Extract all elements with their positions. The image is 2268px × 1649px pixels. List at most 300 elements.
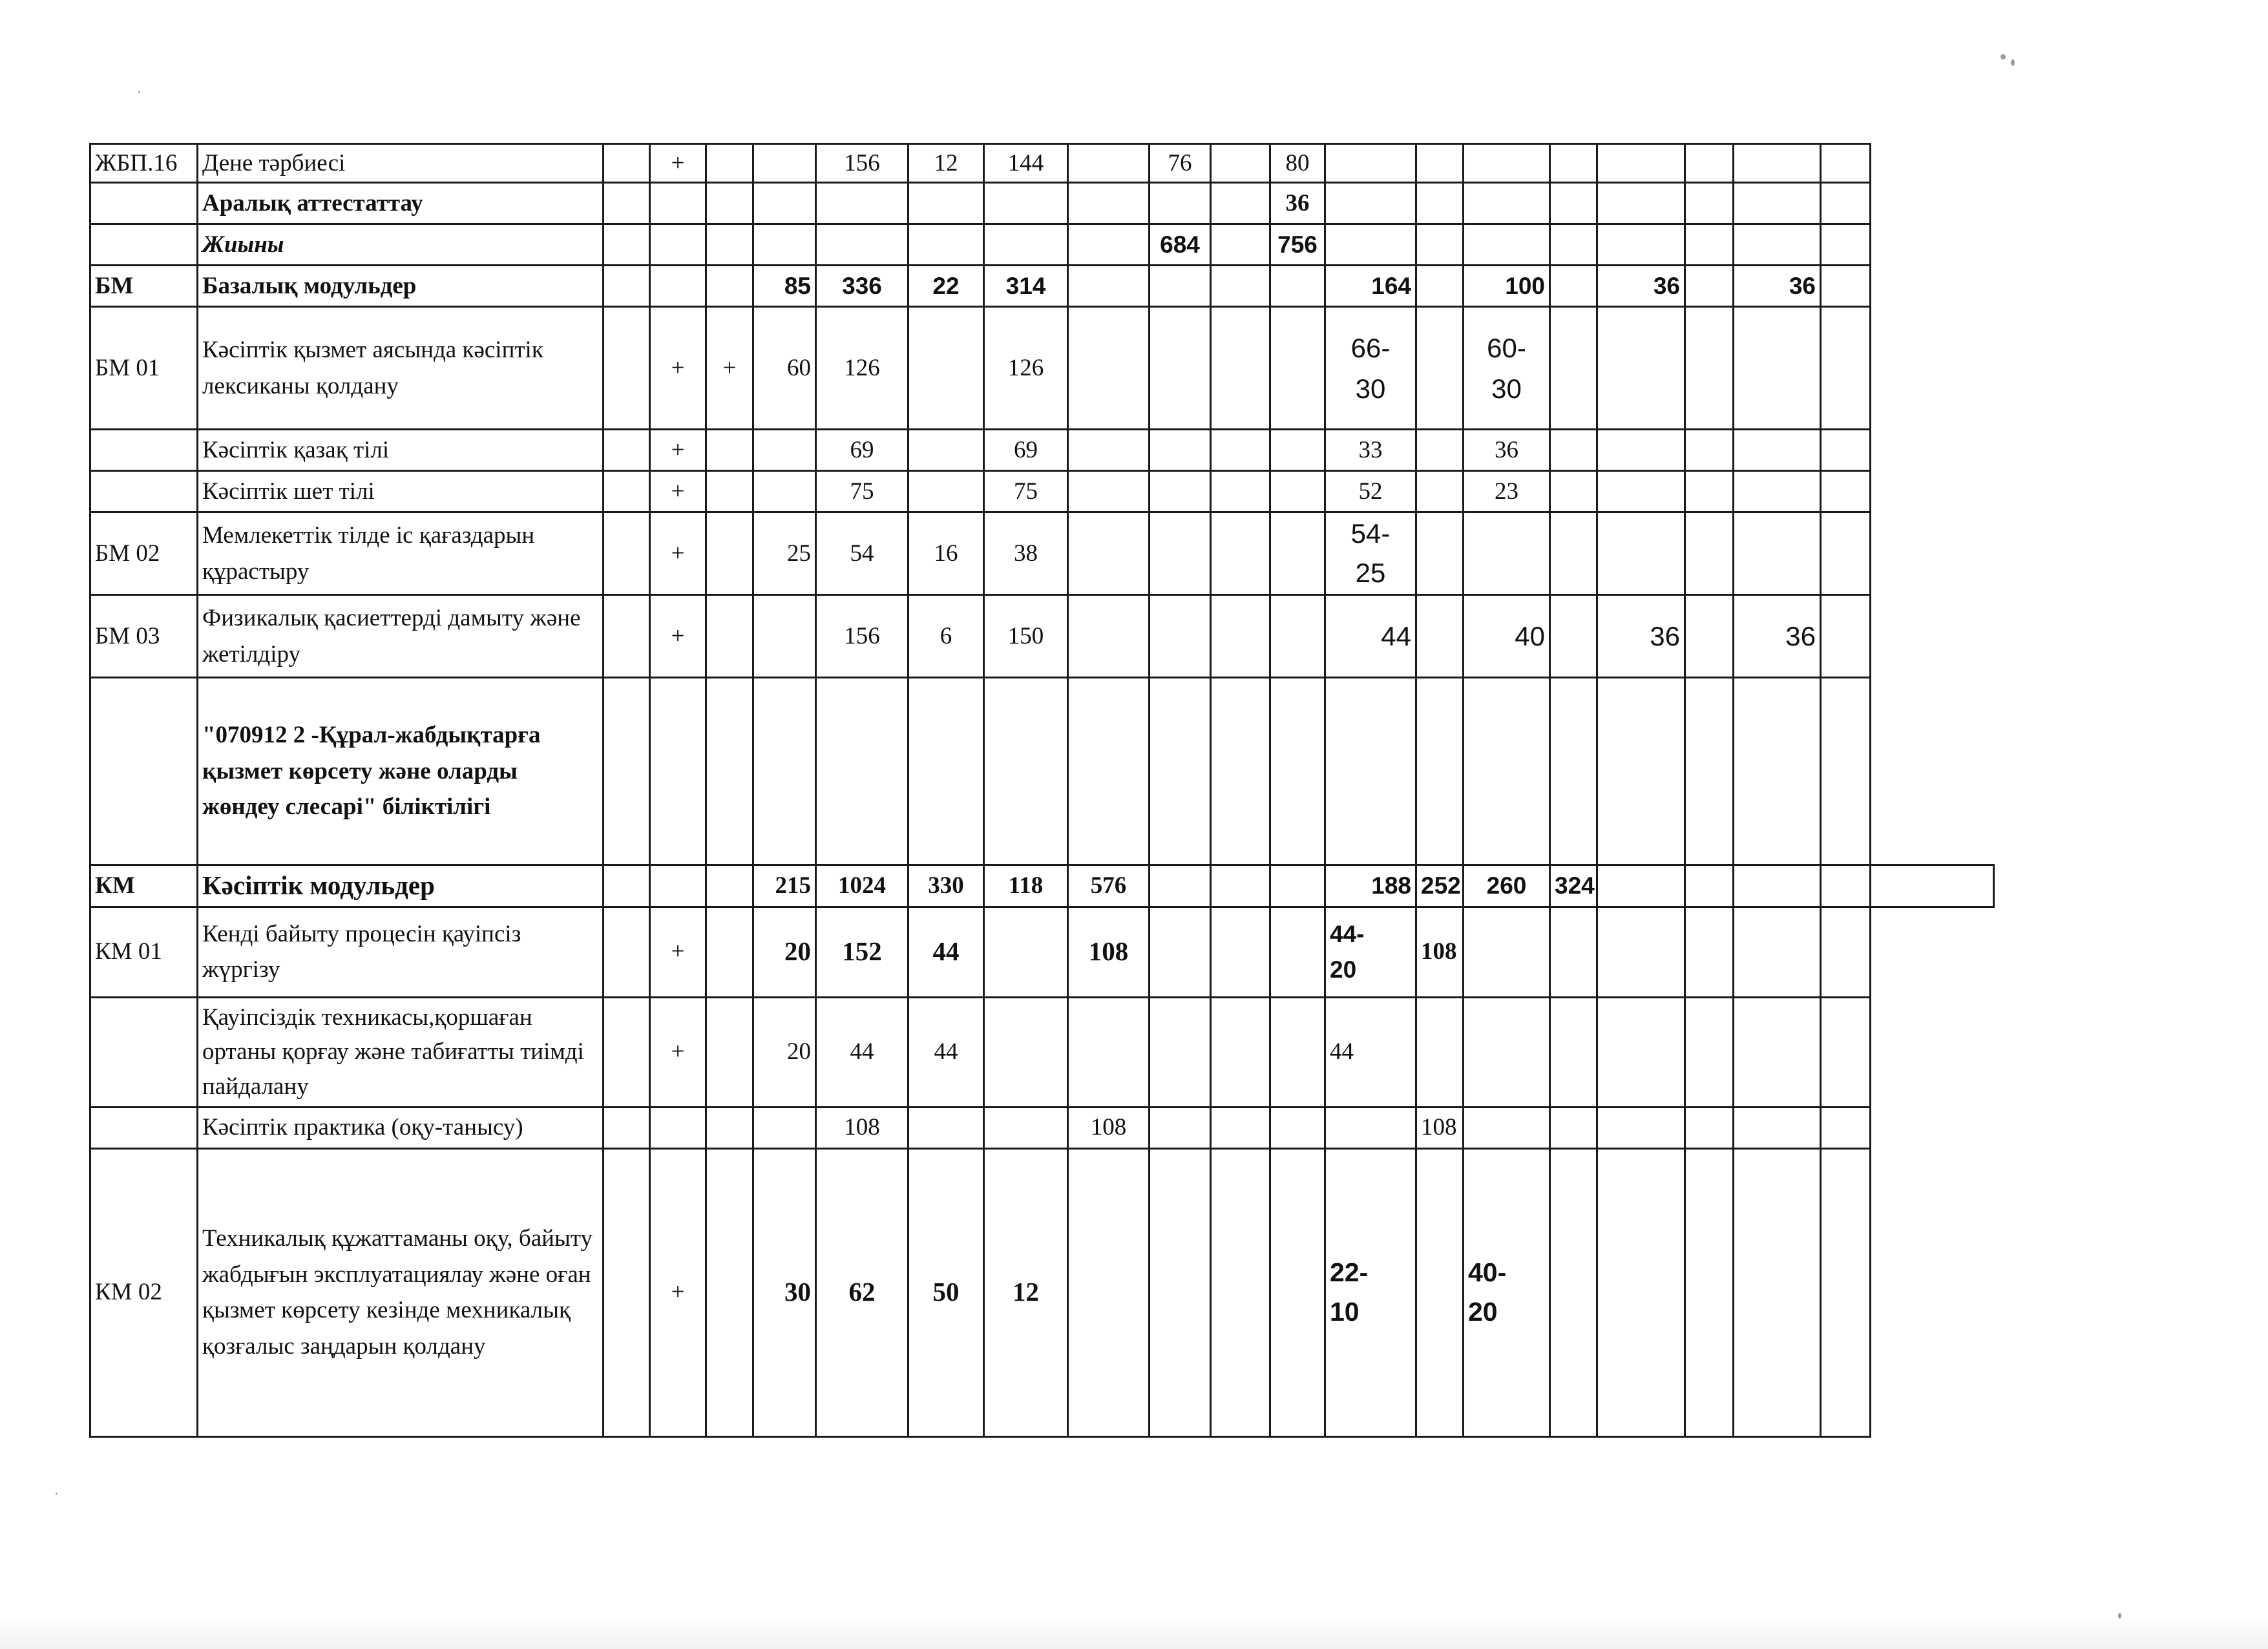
empty-cell: [1270, 307, 1325, 430]
table-row-kazakh: [90, 430, 1994, 471]
plus-mark: +: [650, 907, 706, 997]
semester-hours: 33: [1325, 430, 1416, 471]
empty-cell: [1211, 183, 1270, 224]
curriculum-table: [89, 143, 1995, 1438]
empty-cell: [604, 307, 650, 430]
empty-cell: [90, 1107, 198, 1148]
empty-cell: [1597, 907, 1685, 997]
empty-cell: [1211, 907, 1270, 997]
empty-cell: [1821, 266, 1871, 307]
empty-cell: [984, 997, 1068, 1107]
empty-cell: [604, 1148, 650, 1436]
empty-cell: [1550, 144, 1597, 183]
empty-cell: [1734, 144, 1821, 183]
empty-cell: [1416, 307, 1464, 430]
hours-practice: 118: [984, 865, 1068, 907]
semester-hours: 324: [1550, 865, 1597, 907]
empty-cell: [604, 430, 650, 471]
empty-cell: [908, 471, 984, 512]
module-name: Қауіпсіздік техникасы,қоршаған ортаны қорғау және табиғатты тиімді пайдалану: [198, 997, 604, 1107]
empty-cell: [1464, 144, 1550, 183]
empty-cell: [1150, 595, 1211, 678]
empty-cell: [1150, 266, 1211, 307]
empty-cell: [1270, 907, 1325, 997]
semester-hours: 252: [1416, 865, 1464, 907]
empty-cell: [1550, 595, 1597, 678]
semester-hours: 36: [1464, 430, 1550, 471]
empty-cell: [650, 183, 706, 224]
empty-cell: [1734, 430, 1821, 471]
empty-cell: [604, 512, 650, 595]
hours-practice: 75: [984, 471, 1068, 512]
hours-practice: 126: [984, 307, 1068, 430]
semester-hours-bottom: 30: [1491, 373, 1522, 404]
empty-cell: [753, 678, 816, 865]
hours-total: 126: [816, 307, 908, 430]
empty-cell: [1550, 266, 1597, 307]
empty-cell: [1597, 512, 1685, 595]
semester-hours: 44: [1325, 595, 1416, 678]
empty-cell: [1734, 678, 1821, 865]
empty-cell: [1211, 266, 1270, 307]
credits: 20: [753, 997, 816, 1107]
hours-total: 156: [816, 144, 908, 183]
semester-hours-top: 66-: [1350, 332, 1391, 363]
empty-cell: [1597, 997, 1685, 1107]
credits: 20: [753, 907, 816, 997]
empty-cell: [816, 224, 908, 266]
module-code: ЖБП.16: [90, 144, 198, 183]
empty-cell: [1821, 595, 1871, 678]
empty-cell: [753, 1107, 816, 1148]
empty-cell: [1685, 144, 1734, 183]
module-name: Кәсіптік қызмет аясында кәсіптік лексиканы қолдану: [198, 307, 604, 430]
hours-total: 152: [816, 907, 908, 997]
plus-mark: +: [650, 512, 706, 595]
empty-cell: [706, 907, 753, 997]
empty-cell: [1597, 307, 1685, 430]
empty-cell: [1550, 224, 1597, 266]
empty-cell: [1416, 183, 1464, 224]
empty-cell: [1734, 183, 1821, 224]
empty-cell: [90, 183, 198, 224]
empty-cell: [1550, 1148, 1597, 1436]
empty-cell: [1068, 471, 1150, 512]
module-code: БМ 02: [90, 512, 198, 595]
semester-hours-top: 60-: [1487, 332, 1526, 363]
plus-mark: +: [650, 1148, 706, 1436]
empty-cell: [604, 183, 650, 224]
empty-cell: [1270, 1148, 1325, 1436]
credits: 60: [753, 307, 816, 430]
plus-mark: +: [706, 307, 753, 430]
empty-cell: [1685, 183, 1734, 224]
empty-cell: [908, 1107, 984, 1148]
table-row-km02: [90, 1148, 1994, 1436]
empty-cell: [1685, 471, 1734, 512]
hours-total: 108: [816, 1107, 908, 1148]
empty-cell: [1821, 183, 1871, 224]
credits: 215: [753, 865, 816, 907]
empty-cell: [1416, 430, 1464, 471]
empty-cell: [706, 266, 753, 307]
empty-cell: [1270, 471, 1325, 512]
table-row-qualification: [90, 678, 1994, 865]
empty-cell: [984, 224, 1068, 266]
empty-cell: [1597, 1148, 1685, 1436]
empty-cell: [1068, 678, 1150, 865]
empty-cell: [1685, 865, 1734, 907]
empty-cell: [90, 471, 198, 512]
empty-cell: [1821, 224, 1871, 266]
empty-cell: [90, 430, 198, 471]
empty-cell: [1685, 512, 1734, 595]
empty-cell: [1211, 307, 1270, 430]
empty-cell: [1416, 1148, 1464, 1436]
empty-cell: [604, 144, 650, 183]
empty-cell: [1325, 1107, 1416, 1148]
empty-cell: [1734, 1107, 1821, 1148]
module-name: Техникалық құжаттаманы оқу, байыту жабдығын эксплуатациялау және оған қызмет көрсету кезінде мехникалық қозғалыс заңдарын қолдану: [198, 1148, 604, 1436]
table-row-bm02: [90, 512, 1994, 595]
empty-cell: [1821, 865, 1871, 907]
empty-cell: [1211, 595, 1270, 678]
credits: 30: [753, 1148, 816, 1436]
empty-cell: [1211, 224, 1270, 266]
empty-cell: [1821, 997, 1871, 1107]
semester-hours: 108: [1416, 907, 1464, 997]
empty-cell: [650, 1107, 706, 1148]
empty-cell: [753, 144, 816, 183]
empty-cell: [1821, 430, 1871, 471]
empty-cell: [1416, 595, 1464, 678]
hours-total: 75: [816, 471, 908, 512]
module-name: Кәсіптік қазақ тілі: [198, 430, 604, 471]
table-row-zhbp16: [90, 144, 1994, 183]
empty-cell: [1211, 1107, 1270, 1148]
empty-cell: [604, 471, 650, 512]
empty-cell: [1734, 224, 1821, 266]
empty-cell: [1068, 997, 1150, 1107]
empty-cell: [1211, 512, 1270, 595]
empty-cell: [1550, 678, 1597, 865]
semester-hours: 23: [1464, 471, 1550, 512]
semester-hours: 36: [1270, 183, 1325, 224]
module-code: КМ 01: [90, 907, 198, 997]
empty-cell: [1597, 224, 1685, 266]
empty-cell: [1270, 595, 1325, 678]
semester-hours: 108: [1416, 1107, 1464, 1148]
scan-speck: [138, 91, 140, 93]
empty-cell: [1150, 1107, 1211, 1148]
empty-cell: [1550, 997, 1597, 1107]
empty-cell: [1685, 678, 1734, 865]
empty-cell: [1150, 307, 1211, 430]
empty-cell: [1325, 144, 1416, 183]
semester-hours: 36: [1597, 266, 1685, 307]
empty-cell: [604, 678, 650, 865]
table-row-safety: [90, 997, 1994, 1107]
hours-total: 336: [816, 266, 908, 307]
empty-cell: [1685, 907, 1734, 997]
plus-mark: +: [650, 997, 706, 1107]
hours-total: 54: [816, 512, 908, 595]
module-code: БМ 01: [90, 307, 198, 430]
empty-cell: [1734, 865, 1821, 907]
semester-hours: 80: [1270, 144, 1325, 183]
semester-hours: 40: [1464, 595, 1550, 678]
scan-speck: [56, 1493, 58, 1495]
hours-total: 1024: [816, 865, 908, 907]
empty-cell: [706, 865, 753, 907]
empty-cell: [1734, 1148, 1821, 1436]
hours-theory: 12: [908, 144, 984, 183]
table-row-total: [90, 224, 1994, 266]
empty-cell: [706, 1107, 753, 1148]
hours-practice: 38: [984, 512, 1068, 595]
empty-cell: [1821, 512, 1871, 595]
empty-cell: [650, 224, 706, 266]
table-row-bm: [90, 266, 1994, 307]
empty-cell: [1211, 471, 1270, 512]
empty-cell: [1150, 183, 1211, 224]
semester-hours: [1325, 512, 1416, 595]
hours-theory: 44: [908, 997, 984, 1107]
empty-cell: [604, 997, 650, 1107]
empty-cell: [706, 430, 753, 471]
empty-cell: [650, 266, 706, 307]
semester-hours: 36: [1597, 595, 1685, 678]
empty-cell: [1211, 430, 1270, 471]
empty-cell: [1734, 907, 1821, 997]
empty-cell: [1550, 183, 1597, 224]
empty-cell: [1685, 266, 1734, 307]
hours-industrial-practice: 108: [1068, 1107, 1150, 1148]
hours-theory: 6: [908, 595, 984, 678]
empty-cell: [1416, 144, 1464, 183]
hours-industrial-practice: 108: [1068, 907, 1150, 997]
empty-cell: [604, 595, 650, 678]
table-row-bm01: [90, 307, 1994, 430]
empty-cell: [1597, 678, 1685, 865]
empty-cell: [706, 997, 753, 1107]
semester-hours-bottom: 10: [1330, 1297, 1360, 1327]
empty-cell: [706, 595, 753, 678]
credits: 25: [753, 512, 816, 595]
empty-cell: [1068, 307, 1150, 430]
empty-cell: [1150, 865, 1211, 907]
hours-practice: 144: [984, 144, 1068, 183]
plus-mark: +: [650, 595, 706, 678]
empty-cell: [1821, 1107, 1871, 1148]
table-row-attestation: [90, 183, 1994, 224]
hours-industrial-practice: 576: [1068, 865, 1150, 907]
empty-cell: [1150, 430, 1211, 471]
empty-cell: [90, 997, 198, 1107]
empty-cell: [1550, 471, 1597, 512]
hours-practice: 150: [984, 595, 1068, 678]
empty-cell: [1550, 307, 1597, 430]
semester-hours: 36: [1734, 266, 1821, 307]
scan-speck: [2011, 59, 2015, 66]
empty-cell: [90, 224, 198, 266]
empty-cell: [1270, 997, 1325, 1107]
empty-cell: [1685, 1107, 1734, 1148]
module-name: Кәсіптік шет тілі: [198, 471, 604, 512]
semester-hours: 684: [1150, 224, 1211, 266]
empty-cell: [1416, 471, 1464, 512]
empty-cell: [1597, 183, 1685, 224]
semester-hours: [1325, 307, 1416, 430]
empty-cell: [1597, 430, 1685, 471]
empty-cell: [1734, 307, 1821, 430]
module-name: Жиыны: [198, 224, 604, 266]
semester-hours-top: 44-: [1330, 920, 1365, 947]
scan-speck: [2118, 1613, 2121, 1619]
semester-hours: 44: [1325, 997, 1416, 1107]
table-row-foreign: [90, 471, 1994, 512]
semester-hours: 36: [1734, 595, 1821, 678]
empty-cell: [1270, 678, 1325, 865]
table-row-bm03: [90, 595, 1994, 678]
credits: 85: [753, 266, 816, 307]
plus-mark: +: [650, 430, 706, 471]
empty-cell: [816, 678, 908, 865]
empty-cell: [1416, 997, 1464, 1107]
empty-cell: [1211, 678, 1270, 865]
empty-cell: [1464, 997, 1550, 1107]
semester-hours: [1325, 1148, 1416, 1436]
semester-hours-bottom: 30: [1355, 373, 1386, 404]
empty-cell: [1685, 997, 1734, 1107]
empty-cell: [604, 865, 650, 907]
empty-cell: [1597, 865, 1685, 907]
empty-cell: [1068, 430, 1150, 471]
module-name: Кәсіптік модульдер: [198, 865, 604, 907]
hours-total: 44: [816, 997, 908, 1107]
hours-theory: 44: [908, 907, 984, 997]
table-row-km: [90, 865, 1994, 907]
module-code: БМ: [90, 266, 198, 307]
module-name: Дене тәрбиесі: [198, 144, 604, 183]
empty-cell: [1464, 1107, 1550, 1148]
empty-cell: [706, 471, 753, 512]
hours-practice: 12: [984, 1148, 1068, 1436]
empty-cell: [1821, 471, 1871, 512]
empty-cell: [1270, 430, 1325, 471]
empty-cell: [1464, 183, 1550, 224]
semester-hours: 756: [1270, 224, 1325, 266]
empty-cell: [1270, 266, 1325, 307]
semester-hours: 100: [1464, 266, 1550, 307]
empty-cell: [1211, 997, 1270, 1107]
empty-cell: [1150, 997, 1211, 1107]
empty-cell: [984, 678, 1068, 865]
empty-cell: [1464, 512, 1550, 595]
semester-hours-top: 54-: [1350, 518, 1391, 549]
empty-cell: [1416, 512, 1464, 595]
empty-cell: [1068, 266, 1150, 307]
empty-cell: [1871, 865, 1994, 907]
module-name: Мемлекеттік тілде іс қағаздарын құрастыру: [198, 512, 604, 595]
plus-mark: +: [650, 144, 706, 183]
module-code: КМ: [90, 865, 198, 907]
empty-cell: [1211, 1148, 1270, 1436]
module-code: БМ 03: [90, 595, 198, 678]
empty-cell: [604, 224, 650, 266]
empty-cell: [90, 678, 198, 865]
hours-total: 156: [816, 595, 908, 678]
empty-cell: [1597, 1107, 1685, 1148]
empty-cell: [1150, 471, 1211, 512]
semester-hours-top: 40-: [1468, 1257, 1507, 1287]
empty-cell: [1821, 907, 1871, 997]
hours-theory: 22: [908, 266, 984, 307]
hours-total: 69: [816, 430, 908, 471]
empty-cell: [1734, 997, 1821, 1107]
qualification-title: "070912 2 -Құрал-жабдықтарға қызмет көрсету және оларды жөндеу слесарі" біліктілігі: [198, 678, 604, 865]
module-code: КМ 02: [90, 1148, 198, 1436]
empty-cell: [753, 595, 816, 678]
module-name: Базалық модульдер: [198, 266, 604, 307]
empty-cell: [1416, 678, 1464, 865]
empty-cell: [604, 907, 650, 997]
empty-cell: [1685, 224, 1734, 266]
empty-cell: [706, 144, 753, 183]
empty-cell: [1550, 1107, 1597, 1148]
empty-cell: [706, 224, 753, 266]
empty-cell: [1325, 183, 1416, 224]
plus-mark: +: [650, 471, 706, 512]
empty-cell: [706, 678, 753, 865]
module-name: Аралық аттестаттау: [198, 183, 604, 224]
empty-cell: [1150, 678, 1211, 865]
semester-hours-bottom: 20: [1468, 1297, 1498, 1327]
empty-cell: [816, 183, 908, 224]
empty-cell: [1597, 471, 1685, 512]
empty-cell: [1211, 865, 1270, 907]
empty-cell: [1550, 512, 1597, 595]
empty-cell: [1821, 307, 1871, 430]
empty-cell: [753, 430, 816, 471]
empty-cell: [1685, 430, 1734, 471]
empty-cell: [908, 224, 984, 266]
empty-cell: [650, 865, 706, 907]
module-name: Кенді байыту процесін қауіпсіз жүргізу: [198, 907, 604, 997]
empty-cell: [1464, 678, 1550, 865]
empty-cell: [1068, 595, 1150, 678]
empty-cell: [1550, 430, 1597, 471]
empty-cell: [1597, 144, 1685, 183]
module-name: Кәсіптік практика (оқу-танысу): [198, 1107, 604, 1148]
empty-cell: [1734, 471, 1821, 512]
scan-speck: [2000, 54, 2006, 59]
empty-cell: [1150, 512, 1211, 595]
empty-cell: [908, 183, 984, 224]
empty-cell: [984, 183, 1068, 224]
empty-cell: [1068, 224, 1150, 266]
empty-cell: [1068, 1148, 1150, 1436]
empty-cell: [1416, 266, 1464, 307]
empty-cell: [1270, 512, 1325, 595]
empty-cell: [908, 678, 984, 865]
empty-cell: [1550, 907, 1597, 997]
empty-cell: [908, 307, 984, 430]
semester-hours-top: 22-: [1330, 1257, 1369, 1287]
empty-cell: [753, 224, 816, 266]
empty-cell: [1325, 678, 1416, 865]
empty-cell: [1270, 865, 1325, 907]
